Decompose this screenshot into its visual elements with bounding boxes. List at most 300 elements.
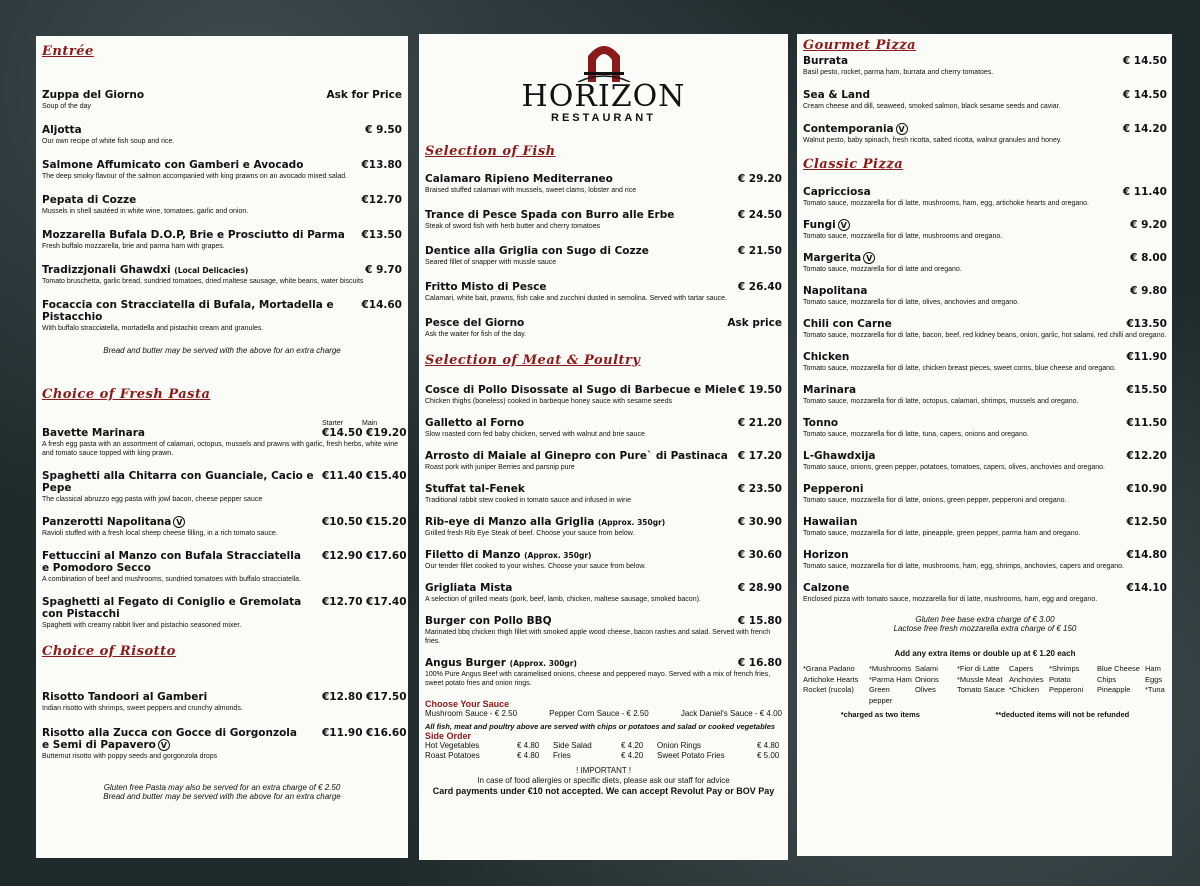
dish-name: Calzone — [803, 582, 850, 594]
menu-item-name — [803, 450, 876, 462]
menu-item — [425, 384, 782, 406]
gluten-free-note: Gluten free base extra charge of € 3.00 — [915, 615, 1055, 624]
side-item-price: € 4.80 — [757, 741, 780, 750]
menu-item-price: €13.50 — [1126, 318, 1167, 330]
extra-item: Pepperoni — [1049, 685, 1084, 694]
menu-item-name — [803, 285, 867, 297]
menu-item-price: € 17.20 — [737, 450, 782, 462]
dish-name: Pepperoni — [803, 483, 864, 495]
extras-note-2: **deducted items will not be refunded — [995, 710, 1130, 719]
lactose-free-note: Lactose free fresh mozzarella extra charge of € 150 — [893, 624, 1077, 633]
starter-price: €12.90 — [322, 550, 363, 562]
dish-name: Burger con Pollo BBQ — [425, 615, 552, 627]
menu-item — [42, 89, 402, 111]
menu-item-row — [803, 450, 1167, 462]
dish-name: Calamaro Ripieno Mediterraneo — [425, 173, 613, 185]
menu-item-description: A fresh egg pasta with an assortment of calamari, octopus, mussels and prawns with garlic, fresh herbs, white wine and tomato sauce topped with king prawn. — [42, 441, 399, 457]
side-item-name: Onion Rings — [657, 741, 702, 750]
menu-item-prices — [322, 550, 407, 562]
menu-item-name — [803, 89, 870, 101]
menu-item-row — [42, 159, 402, 171]
vegetarian-icon: V — [896, 123, 908, 135]
extras-grid — [803, 664, 1167, 706]
pasta-list — [42, 427, 407, 630]
important-notice — [425, 766, 782, 797]
dish-name-line-2: con Pistacchi — [42, 608, 120, 620]
extras-note-1: *charged as two items — [840, 710, 920, 719]
menu-item-price: € 24.50 — [737, 209, 782, 221]
menu-item-description: Grilled fresh Rib Eye Steak of beef. Choose your sauce from below. — [425, 530, 635, 537]
entree-list — [42, 89, 402, 333]
menu-item-description: Indian risotto with shrimps, sweet peppers and crunchy almonds. — [42, 705, 243, 712]
menu-item-price: €12.70 — [361, 194, 402, 206]
dish-name: Aljotta — [42, 124, 82, 136]
menu-item-price: € 9.80 — [1130, 285, 1167, 297]
menu-item-row — [803, 483, 1167, 495]
middle-menu-panel — [419, 34, 788, 860]
sauce-option-mushroom: Mushroom Sauce - € 2.50 — [425, 709, 518, 718]
dish-name: Cosce di Pollo Disossate al Sugo di Barbecue e Miele — [425, 384, 737, 396]
starter-price: €10.50 — [322, 516, 363, 528]
menu-item-name — [42, 299, 361, 323]
menu-item-row — [425, 450, 782, 462]
menu-item — [803, 582, 1167, 604]
dish-name: Capricciosa — [803, 186, 871, 198]
menu-item — [803, 89, 1167, 111]
menu-item-row — [803, 123, 1167, 135]
meat-list — [425, 384, 782, 688]
menu-item-price: €14.80 — [1126, 549, 1167, 561]
dish-name: Fettuccini al Manzo con Bufala Stracciatella — [42, 550, 301, 562]
dish-name: Sea & Land — [803, 89, 871, 101]
menu-item-description: Basil pesto, rocket, parma ham, burrata and cherry tomatoes. — [803, 69, 994, 76]
menu-item — [803, 483, 1167, 505]
menu-item-row — [42, 194, 402, 206]
vegetarian-icon: V — [863, 252, 875, 264]
extra-item: *Parma Ham — [869, 674, 912, 684]
menu-item — [803, 450, 1167, 472]
extra-item: *Shrimps — [1049, 664, 1080, 673]
menu-item — [803, 219, 1167, 241]
menu-item-name — [42, 194, 136, 206]
horizon-logo — [425, 42, 782, 134]
pasta-heading: Choice of Fresh Pasta — [42, 387, 211, 402]
dish-name: Contemporania — [803, 123, 894, 135]
menu-item-row — [425, 582, 782, 594]
dish-tag: (Approx. 350gr) — [524, 551, 592, 560]
extra-item: Rocket (rucola) — [803, 685, 854, 694]
menu-item-name — [425, 657, 577, 669]
menu-item — [42, 427, 407, 458]
menu-item — [42, 596, 407, 630]
dish-name: Filetto di Manzo — [425, 549, 521, 561]
menu-item-name — [425, 173, 613, 185]
menu-item — [803, 285, 1167, 307]
menu-item-price: € 23.50 — [737, 483, 782, 495]
menu-item-price: € 30.60 — [737, 549, 782, 561]
sauce-option-jack: Jack Daniel's Sauce - € 4.00 — [680, 709, 782, 718]
menu-item-name — [425, 582, 512, 594]
extra-item: *Grana Padano — [803, 664, 855, 673]
dish-name: Panzerotti Napolitana — [42, 516, 172, 528]
menu-item-description: With buffalo stracciatella, mortadella and pistachio cream and granules. — [42, 325, 264, 332]
dish-name: Chili con Carne — [803, 318, 892, 330]
side-order-heading: Side Order — [425, 731, 472, 741]
menu-item-price: €12.20 — [1126, 450, 1167, 462]
dish-name: Margerita — [803, 252, 862, 264]
menu-item-price: € 9.50 — [365, 124, 402, 136]
menu-item-description: Our tender fillet cooked to your wishes. Choose your sauce from below. — [425, 563, 646, 570]
menu-item-name — [425, 417, 524, 429]
dish-name: Arrosto di Maiale al Ginepro con Pure` di Pastinaca — [425, 450, 728, 462]
menu-item — [425, 615, 782, 646]
main-price: €17.50 — [366, 691, 407, 703]
col-starter: Starter — [322, 420, 344, 427]
dish-name: Hawaiian — [803, 516, 858, 528]
menu-item — [42, 159, 402, 181]
menu-item — [42, 470, 407, 504]
extra-item: *Mussle Meat — [957, 674, 1003, 684]
menu-item-name — [42, 596, 301, 620]
menu-item-prices — [322, 470, 407, 482]
menu-item-description: A selection of grilled meats (pork, beef, lamb, chicken, maltese sausage, smoked bacon). — [425, 596, 701, 603]
menu-item-price: € 9.20 — [1130, 219, 1167, 231]
menu-item — [42, 194, 402, 216]
menu-item-name — [803, 318, 892, 330]
dish-name: Marinara — [803, 384, 857, 396]
menu-item-row — [42, 89, 402, 101]
menu-item-description: Ravioli stuffed with a fresh local sheep cheese filling, in a rich tomato sauce. — [42, 530, 278, 537]
menu-item-row — [42, 427, 407, 439]
menu-item-description: Spaghetti with creamy rabbit liver and pistachio seasoned mixer. — [42, 622, 242, 629]
logo-name: HORIZON — [521, 79, 686, 114]
menu-item — [425, 281, 782, 303]
menu-item-row — [42, 124, 402, 136]
menu-item-price: €13.50 — [361, 229, 402, 241]
arch-logo-icon — [574, 42, 634, 82]
menu-item-description: Calamari, white bait, prawns, fish cake and zucchini dusted in semolina. Served with tartar sauce. — [425, 295, 727, 302]
menu-item-row — [425, 483, 782, 495]
menu-item-row — [803, 55, 1167, 67]
sauce-options — [425, 709, 782, 718]
menu-item-description: Tomato bruschetta, garlic bread, sundried tomatoes, dried maltese sausage, white beans, water biscuits — [42, 278, 364, 285]
side-item-name: Sweet Potato Fries — [657, 750, 725, 760]
gourmet-heading: Gourmet Pizza — [803, 38, 917, 53]
menu-item — [425, 483, 782, 505]
menu-item-name — [425, 549, 591, 561]
menu-item-name — [425, 384, 737, 396]
sauce-heading: Choose Your Sauce — [425, 699, 510, 709]
menu-item-description: Marinated bbq chicken thigh fillet with smoked apple wood cheese, bacon rashes and salad. Served with french fries. — [425, 629, 771, 645]
menu-item-row — [42, 299, 402, 323]
extra-item: Ham — [1145, 664, 1161, 673]
dish-name: Pesce del Giorno — [425, 317, 525, 329]
menu-item — [425, 549, 782, 571]
main-price: €15.20 — [366, 516, 407, 528]
dish-tag: (Approx. 300gr) — [509, 659, 577, 668]
menu-item-row — [42, 470, 407, 494]
menu-item-row — [42, 550, 407, 574]
dish-name: Rib-eye di Manzo alla Griglia — [425, 516, 595, 528]
menu-item-description: Butternut risotto with poppy seeds and gorgonzola drops — [42, 753, 218, 760]
side-item-price: € 4.20 — [621, 741, 644, 750]
side-item-price: € 5.00 — [757, 750, 780, 760]
menu-item-description: Soup of the day — [42, 103, 92, 110]
important-title: ! IMPORTANT ! — [575, 766, 632, 775]
menu-item-row — [803, 318, 1167, 330]
menu-item — [425, 450, 782, 472]
side-divider — [649, 751, 657, 761]
menu-item-row — [803, 219, 1167, 231]
menu-item-prices — [322, 691, 407, 703]
side-item-name: Fries — [553, 750, 571, 760]
menu-item-row — [803, 549, 1167, 561]
menu-item — [42, 550, 407, 584]
menu-item — [42, 691, 407, 713]
extra-item: Onions — [915, 674, 939, 684]
served-with-note: All fish, meat and poultry above are served with chips or potatoes and salad or cooked vegetables — [425, 722, 776, 731]
menu-item-name — [425, 245, 649, 257]
main-price: €16.60 — [366, 727, 407, 739]
menu-item-name — [803, 582, 849, 594]
important-line-2: Card payments under €10 not accepted. We can accept Revolut Pay or BOV Pay — [432, 786, 775, 796]
menu-item-price: € 26.40 — [737, 281, 782, 293]
dish-name: Tonno — [803, 417, 839, 429]
menu-item-name — [42, 691, 207, 703]
dish-tag: (Local Delicacies) — [174, 266, 249, 275]
menu-item-row — [42, 229, 402, 241]
menu-item-price: €14.60 — [361, 299, 402, 311]
menu-item-name — [803, 516, 857, 528]
vegetarian-icon: V — [158, 739, 170, 751]
menu-item — [42, 727, 407, 761]
extra-item: Green pepper — [869, 685, 893, 705]
menu-item-row — [803, 89, 1167, 101]
side-item-price: € 4.80 — [517, 750, 540, 760]
classic-heading: Classic Pizza — [803, 157, 904, 172]
menu-item-name — [803, 483, 863, 495]
menu-item-row — [425, 317, 782, 329]
dish-name: Angus Burger — [425, 657, 506, 669]
menu-item-price: € 29.20 — [737, 173, 782, 185]
menu-item-price: € 16.80 — [737, 657, 782, 669]
menu-item-price: € 30.90 — [737, 516, 782, 528]
dish-name: Spaghetti alla Chitarra con Guanciale, Cacio e Pepe — [42, 470, 314, 494]
left-menu-panel — [36, 36, 408, 858]
menu-item-row — [425, 549, 782, 561]
menu-item — [803, 252, 1167, 274]
menu-item-description: Tomato sauce, mozzarella fior di latte, pineapple, green pepper, parma ham and oregano. — [803, 530, 1081, 537]
menu-item-row — [803, 186, 1167, 198]
menu-item-description: Tomato sauce, mozzarella fior di latte, mushrooms, ham, egg, artichoke hearts and oregano. — [803, 200, 1089, 207]
menu-item-description: Tomato sauce, onions, green pepper, potatoes, tomatoes, capers, olives, anchovies and oregano. — [803, 464, 1105, 471]
gourmet-pizza-list — [803, 55, 1167, 145]
menu-item-name — [42, 124, 82, 136]
dish-name: Risotto alla Zucca con Gocce di Gorgonzola — [42, 727, 297, 739]
menu-item — [42, 229, 402, 251]
menu-item-description: Tomato sauce, mozzarella fior di latte, tuna, capers, onions and oregano. — [803, 431, 1029, 438]
extra-item: *Mushrooms — [869, 664, 912, 673]
side-item-price: € 4.80 — [517, 741, 540, 750]
menu-item-prices — [322, 516, 407, 528]
extra-item: Salami — [915, 664, 938, 673]
side-item-name: Roast Potatoes — [425, 750, 480, 760]
dish-name: Fritto Misto di Pesce — [425, 281, 547, 293]
menu-item-description: Braised stuffed calamari with mussels, sweet clams, lobster and rice — [425, 187, 637, 194]
menu-item — [425, 209, 782, 231]
starter-price: €14.50 — [322, 427, 363, 439]
dish-name: Trance di Pesce Spada con Burro alle Erbe — [425, 209, 675, 221]
dish-name: Horizon — [803, 549, 849, 561]
menu-item-price: € 19.50 — [737, 384, 782, 396]
menu-item-description: Tomato sauce, mozzarella fior di latte, bacon, beef, red kidney beans, onion, garlic, hot salami, red chilli and oregano. — [803, 332, 1167, 339]
extra-item: Chips — [1097, 674, 1117, 684]
menu-item — [42, 516, 407, 538]
side-divider — [545, 741, 553, 751]
menu-item-description: Tomato sauce, mozzarella fior di latte, chicken breast pieces, sweet corns, blue cheese and oregano. — [803, 365, 1116, 372]
menu-item-name — [803, 252, 875, 264]
menu-item-prices — [322, 596, 407, 608]
risotto-heading: Choice of Risotto — [42, 644, 176, 659]
side-order-grid — [425, 741, 782, 760]
menu-item-description: Traditional rabbit stew cooked in tomato sauce and infused in wine — [425, 497, 631, 504]
menu-item-name — [425, 516, 665, 528]
extra-item: Artichoke Hearts — [803, 674, 859, 684]
extra-item: Capers — [1009, 664, 1034, 673]
main-price: €19.20 — [366, 427, 407, 439]
menu-item-price: €11.90 — [1126, 351, 1167, 363]
dish-name: Spaghetti al Fegato di Coniglio e Gremolata — [42, 596, 302, 608]
menu-item — [425, 317, 782, 339]
side-divider — [545, 751, 553, 761]
dish-name: L-Ghawdxija — [803, 450, 876, 462]
menu-item-description: The classical abruzzo egg pasta with jowl bacon, cheese pepper sauce — [42, 496, 263, 503]
menu-item-name — [42, 229, 345, 241]
side-divider — [649, 741, 657, 751]
menu-item — [803, 417, 1167, 439]
menu-item-name — [42, 727, 297, 751]
dish-tag: (Approx. 350gr) — [597, 518, 666, 527]
starter-price: €11.90 — [322, 727, 363, 739]
dish-name: Mozzarella Bufala D.O.P, Brie e Prosciutto di Parma — [42, 229, 345, 241]
menu-item-price: € 15.80 — [737, 615, 782, 627]
menu-item-row — [803, 285, 1167, 297]
menu-item-price: € 14.50 — [1122, 55, 1167, 67]
menu-item — [425, 245, 782, 267]
menu-item-description: Tomato sauce, mozzarella fior di latte, mushrooms, ham, egg, shrimps, anchovies, capers and oregano. — [803, 563, 1124, 570]
menu-item-row — [803, 252, 1167, 264]
menu-item-description: A combination of beef and mushrooms, sundried tomatoes with buffalo stracciatella. — [42, 576, 302, 583]
menu-item — [42, 264, 402, 286]
menu-item-description: Enclosed pizza with tomato sauce, mozzarella fior di latte, mushrooms, ham, egg and oregano. — [803, 596, 1098, 603]
dish-name: Salmone Affumicato con Gamberi e Avocado — [42, 159, 304, 171]
menu-item-row — [42, 691, 407, 703]
menu-item-name — [425, 209, 674, 221]
menu-item — [42, 124, 402, 146]
menu-item — [803, 55, 1167, 77]
menu-item-description: Mussels in shell sautéed in white wine, tomatoes, garlic and onion. — [42, 208, 249, 215]
dish-name: Stuffat tal-Fenek — [425, 483, 525, 495]
menu-item-name — [803, 351, 849, 363]
side-item-name: Hot Vegetables — [425, 741, 480, 750]
extra-item: *Fior di Latte — [957, 664, 1000, 673]
menu-item-row — [425, 384, 782, 396]
dish-name: Dentice alla Griglia con Sugo di Cozze — [425, 245, 649, 257]
dish-name: Focaccia con Stracciatella di Bufala, Mortadella e Pistacchio — [42, 299, 334, 323]
right-menu-panel — [797, 34, 1172, 856]
menu-item — [803, 318, 1167, 340]
menu-item-row — [42, 596, 407, 620]
menu-item-price: € 21.50 — [737, 245, 782, 257]
menu-item-name — [803, 417, 838, 429]
entree-heading: Entrée — [42, 44, 94, 59]
menu-item-price: € 14.20 — [1122, 123, 1167, 135]
starter-price: €11.40 — [322, 470, 363, 482]
menu-item-description: Tomato sauce, mozzarella fior di latte, mushrooms and oregano. — [803, 233, 1003, 240]
meat-heading: Selection of Meat & Poultry — [425, 353, 641, 368]
menu-item-row — [425, 173, 782, 185]
pasta-columns — [42, 420, 402, 427]
menu-item — [803, 516, 1167, 538]
vegetarian-icon: V — [173, 516, 185, 528]
menu-item-name — [425, 615, 552, 627]
menu-item-description: Fresh buffalo mozzarella, brie and parma ham with grapes. — [42, 243, 225, 250]
menu-item-row — [42, 264, 402, 276]
menu-item-description: Tomato sauce, mozzarella fior di latte, octopus, calamari, shrimps, mussels and oregano. — [803, 398, 1079, 405]
extra-item: Anchovies — [1009, 674, 1044, 684]
dish-name: Bavette Marinara — [42, 427, 146, 439]
menu-item-name — [803, 123, 908, 135]
main-price: €17.60 — [366, 550, 407, 562]
menu-item — [803, 186, 1167, 208]
starter-price: €12.80 — [322, 691, 363, 703]
menu-item-name — [42, 470, 322, 494]
menu-item-name — [425, 317, 524, 329]
dish-name: Fungi — [803, 219, 836, 231]
menu-item-description: Steak of sword fish with herb butter and cherry tomatoes — [425, 223, 601, 230]
extra-item: *Tuna — [1145, 685, 1165, 694]
dish-name: Grigliata Mista — [425, 582, 513, 594]
menu-item-row — [803, 384, 1167, 396]
menu-item-description: The deep smoky flavour of the salmon accompanied with king prawns on an avocado mixed salad. — [42, 173, 348, 180]
menu-item-row — [425, 245, 782, 257]
menu-item-price: € 8.00 — [1130, 252, 1167, 264]
menu-item-row — [425, 657, 782, 669]
menu-item-description: Tomato sauce, mozzarella fior di latte and oregano. — [803, 266, 962, 273]
menu-item-row — [803, 582, 1167, 594]
side-item-price: € 4.20 — [621, 750, 644, 760]
menu-item-row — [425, 417, 782, 429]
menu-item-price: €15.50 — [1126, 384, 1167, 396]
logo-sub: RESTAURANT — [551, 112, 656, 124]
menu-item-row — [425, 281, 782, 293]
risotto-list — [42, 691, 407, 761]
starter-price: €12.70 — [322, 596, 363, 608]
menu-item-description: Cream cheese and dill, seaweed, smoked salmon, black sesame seeds and caviar. — [803, 103, 1061, 110]
menu-item-price: €12.50 — [1126, 516, 1167, 528]
menu-item-name — [42, 550, 301, 574]
extras-notes — [803, 710, 1167, 719]
menu-item-price: Ask price — [727, 317, 782, 329]
dish-name: Burrata — [803, 55, 849, 67]
menu-item — [425, 582, 782, 604]
dish-name-line-2: e Semi di Papavero — [42, 739, 156, 751]
dish-name: Tradizzjonali Ghawdxi — [42, 264, 171, 276]
menu-item-description: Seared fillet of snapper with mussle sauce — [425, 259, 557, 266]
dish-name: Risotto Tandoori al Gamberi — [42, 691, 208, 703]
classic-pizza-list — [803, 186, 1167, 604]
menu-item-row — [803, 351, 1167, 363]
